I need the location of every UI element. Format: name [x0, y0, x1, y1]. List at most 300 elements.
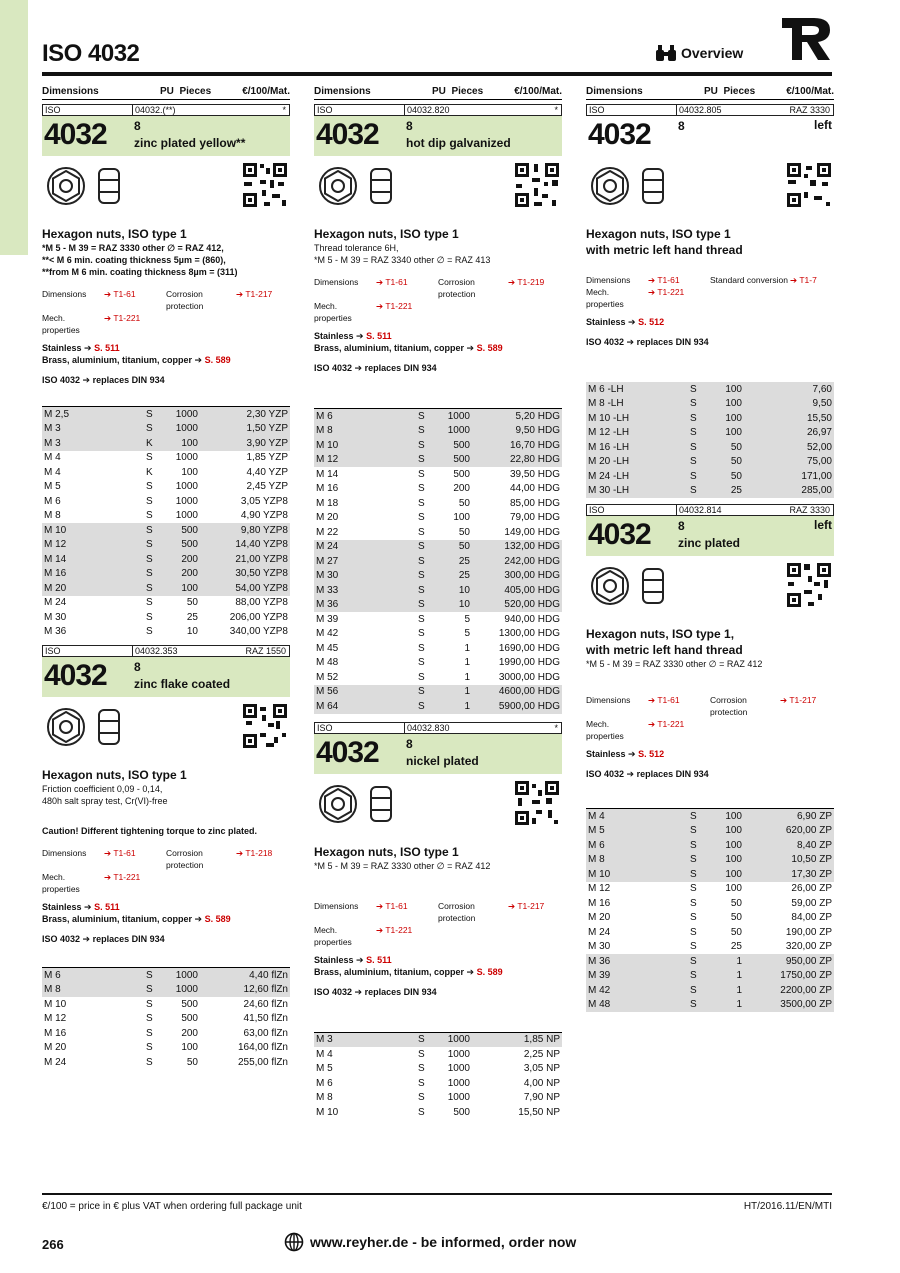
size-cell: M 24 — [316, 541, 339, 553]
pu-cell: S — [690, 427, 697, 439]
binoculars-icon — [655, 44, 677, 62]
price-cell: 5900,00 HDG — [498, 700, 560, 712]
table-row[interactable] — [586, 983, 834, 998]
article-code[interactable]: 04032.805 — [679, 105, 722, 115]
page-title: ISO 4032 — [42, 40, 140, 67]
stainless-link[interactable]: S. 512 — [638, 749, 665, 759]
size-cell: M 6 — [316, 410, 333, 422]
size-cell: M 4 — [44, 466, 61, 478]
stainless-link[interactable]: S. 511 — [366, 954, 392, 965]
stainless-link[interactable]: S. 511 — [366, 331, 392, 341]
table-row[interactable] — [42, 610, 290, 625]
pu-cell: S — [146, 626, 153, 638]
price-cell: 1690,00 HDG — [498, 642, 560, 654]
table-row[interactable] — [586, 940, 834, 955]
price-cell: 41,50 flZn — [243, 1013, 288, 1025]
pu-cell: S — [418, 541, 425, 553]
pieces-cell: 100 — [725, 398, 742, 410]
table-row[interactable] — [42, 422, 290, 437]
pieces-cell: 500 — [453, 439, 470, 451]
price-cell: 14,40 YZP8 — [235, 539, 288, 551]
pieces-cell: 25 — [186, 611, 198, 623]
price-cell: 242,00 HDG — [504, 555, 560, 567]
table-row[interactable] — [586, 867, 834, 882]
pu-cell: S — [418, 1106, 425, 1118]
table-row[interactable] — [42, 1055, 290, 1070]
pieces-cell: 1000 — [175, 423, 198, 435]
price-cell: 285,00 — [801, 485, 832, 497]
table-row[interactable] — [314, 1091, 562, 1106]
size-cell: M 6 — [44, 495, 61, 507]
table-row[interactable] — [586, 954, 834, 969]
pieces-cell: 1000 — [447, 1063, 470, 1075]
table-row[interactable] — [42, 968, 290, 983]
table-row[interactable] — [42, 480, 290, 495]
size-cell: M 20 — [316, 512, 339, 524]
size-cell: M 3 — [44, 423, 61, 435]
pu-cell: S — [146, 539, 153, 551]
pu-cell: K — [146, 466, 153, 478]
pu-cell: S — [418, 512, 425, 524]
table-row[interactable] — [314, 612, 562, 627]
table-row[interactable] — [42, 451, 290, 466]
hex-nut-icon — [316, 166, 396, 206]
price-cell: 4,40 YZP — [246, 466, 288, 478]
pieces-cell: 500 — [181, 524, 198, 536]
article-id-row: ISO 04032.(**) * — [42, 104, 290, 116]
size-cell: M 52 — [316, 671, 339, 683]
table-row[interactable] — [586, 411, 834, 426]
price-cell: 3500,00 ZP — [780, 999, 832, 1011]
table-row[interactable] — [586, 809, 834, 824]
pieces-cell: 100 — [725, 883, 742, 895]
table-row[interactable] — [586, 882, 834, 897]
price-cell: 7,60 — [812, 383, 832, 395]
table-row[interactable] — [586, 896, 834, 911]
price-cell: 1750,00 ZP — [780, 970, 832, 982]
size-cell: M 36 — [316, 599, 339, 611]
article-code[interactable]: 04032.830 — [407, 722, 450, 733]
price-cell: 10,50 ZP — [791, 854, 832, 866]
table-row[interactable] — [314, 685, 562, 700]
price-cell: 1300,00 HDG — [498, 628, 560, 640]
stainless-link[interactable]: S. 512 — [638, 317, 665, 327]
product-title: Hexagon nuts, ISO type 1 — [314, 227, 459, 241]
pieces-cell: 10 — [458, 584, 470, 596]
table-row[interactable] — [314, 598, 562, 613]
pu-cell: S — [690, 926, 697, 938]
pu-cell: S — [418, 657, 425, 669]
pu-cell: S — [690, 456, 697, 468]
qr-code-icon[interactable] — [242, 162, 288, 208]
table-row[interactable] — [314, 569, 562, 584]
pieces-cell: 10 — [186, 626, 198, 638]
pu-cell: S — [690, 883, 697, 895]
price-cell: 85,00 HDG — [509, 497, 560, 509]
price-cell: 255,00 flZn — [237, 1056, 288, 1068]
pieces-cell: 100 — [725, 839, 742, 851]
size-cell: M 24 -LH — [588, 470, 630, 482]
price-cell: 3,05 NP — [523, 1063, 560, 1075]
size-cell: M 24 — [588, 926, 611, 938]
qr-code-icon[interactable] — [786, 162, 832, 208]
pu-cell: S — [418, 526, 425, 538]
footer-code: HT/2016.11/EN/MTI — [743, 1201, 832, 1212]
pieces-cell: 5 — [464, 628, 470, 640]
pieces-cell: 500 — [453, 454, 470, 466]
price-cell: 4,40 flZn — [249, 969, 288, 981]
size-cell: M 12 — [316, 454, 339, 466]
pu-cell: S — [146, 423, 153, 435]
price-cell: 9,50 HDG — [515, 425, 560, 437]
materials-link[interactable]: S. 589 — [476, 343, 503, 353]
product-title: Hexagon nuts, ISO type 1 — [586, 227, 731, 241]
size-cell: M 5 — [316, 1063, 333, 1075]
column-2 — [314, 84, 562, 1120]
pieces-cell: 25 — [730, 941, 742, 953]
table-row[interactable] — [586, 426, 834, 441]
table-row[interactable] — [314, 583, 562, 598]
pieces-cell: 500 — [453, 468, 470, 480]
pu-cell: S — [690, 825, 697, 837]
size-cell: M 5 — [44, 481, 61, 493]
table-row[interactable] — [42, 523, 290, 538]
table-row[interactable] — [314, 554, 562, 569]
price-cell: 1,50 YZP — [246, 423, 288, 435]
pu-cell: S — [418, 439, 425, 451]
size-cell: M 36 — [44, 626, 67, 638]
pieces-cell: 1 — [464, 700, 470, 712]
pieces-cell: 50 — [458, 497, 470, 509]
table-row[interactable] — [314, 482, 562, 497]
column-header: Dimensions PU Pieces €/100/Mat. — [314, 84, 562, 100]
pieces-cell: 50 — [730, 441, 742, 453]
pieces-cell: 200 — [181, 553, 198, 565]
price-cell: 63,00 flZn — [243, 1027, 288, 1039]
price-cell: 79,00 HDG — [509, 512, 560, 524]
pieces-cell: 1 — [736, 955, 742, 967]
table-row[interactable] — [314, 525, 562, 540]
pu-cell: S — [146, 408, 153, 420]
product-banner: 4032 8 zinc flake coated — [42, 657, 290, 697]
pu-cell: S — [418, 555, 425, 567]
website-label: www.reyher.de - be informed, order now — [310, 1234, 577, 1250]
table-row[interactable] — [314, 540, 562, 555]
size-cell: M 42 — [316, 628, 339, 640]
size-cell: M 12 -LH — [588, 427, 630, 439]
pu-cell: S — [418, 671, 425, 683]
table-row[interactable] — [586, 484, 834, 499]
table-row[interactable] — [314, 409, 562, 424]
table-row[interactable] — [314, 467, 562, 482]
price-cell: 340,00 YZP8 — [229, 626, 288, 638]
pieces-cell: 1000 — [447, 1034, 470, 1046]
article-code[interactable]: 04032.814 — [679, 505, 722, 515]
caution-note: Caution! Different tightening torque to zinc plated. — [42, 826, 257, 836]
pu-cell: S — [690, 999, 697, 1011]
pieces-cell: 1000 — [447, 1092, 470, 1104]
pu-cell: S — [146, 984, 153, 996]
hex-nut-icon — [44, 707, 124, 747]
size-cell: M 30 -LH — [588, 485, 630, 497]
table-row[interactable] — [42, 596, 290, 611]
product-block-yellow: ISO 04032.(**) * 4032 8 zinc plated yellow** Hexagon nuts, ISO type 1 *M 5 - M 39 = RAZ 3330 other ∅ = RAZ 412, **< M 6 min. coating thickness 5µm = (860), **from M 6 min. coating thickness 8µm = (311) Dimensions ➔ T1-61 Corrosion protection ➔ T1-217 Mech. properties ➔ T1-221 Stainless ➔ S. 511 Brass, aluminium, titanium, copper ➔ S. 589 ISO 4032 ➔ replaces DIN 934 M 2,5 S 1000 2,30 YZP M 3 S 1000 1,50 YZP M 3 K 100 3,90 YZP M 4 S 1000 1,85 YZP M 4 K 100 4,40 YZP M 5 S 1000 2,45 YZP M 6 S 1000 3,05 YZP8 M 8 S 1000 4,90 YZP8 M 10 S 500 9,80 YZP8 M 12 S 500 14,40 YZP8 M 14 S 200 21,00 YZP8 M 16 S 200 30,50 YZP8 M 20 S 100 54,00 YZP8 M 24 S 50 88,00 YZP8 M 30 S 25 206,00 YZP8 M 36 S 10 340,00 YZP8 — [42, 105, 288, 638]
table-row[interactable] — [42, 1041, 290, 1056]
table-row[interactable] — [586, 455, 834, 470]
pieces-cell: 1000 — [175, 408, 198, 420]
pieces-cell: 100 — [725, 854, 742, 866]
pu-cell: S — [418, 686, 425, 698]
pu-cell: S — [146, 553, 153, 565]
price-cell: 59,00 ZP — [791, 897, 832, 909]
table-row[interactable] — [314, 641, 562, 656]
hex-nut-icon — [44, 166, 124, 206]
table-row[interactable] — [42, 538, 290, 553]
pu-cell: S — [690, 383, 697, 395]
pu-cell: S — [418, 1034, 425, 1046]
table-row[interactable] — [314, 453, 562, 468]
product-banner: 4032 8 nickel plated — [314, 734, 562, 774]
table-row[interactable] — [586, 382, 834, 397]
product-title: Hexagon nuts, ISO type 1 — [42, 768, 187, 782]
qr-code-icon[interactable] — [786, 562, 832, 608]
price-cell: 950,00 ZP — [785, 955, 832, 967]
pu-cell: S — [146, 597, 153, 609]
product-banner: 4032 8 left — [586, 116, 834, 156]
table-row[interactable] — [314, 496, 562, 511]
table-row[interactable] — [586, 998, 834, 1013]
table-row[interactable] — [314, 670, 562, 685]
overview-link[interactable] — [655, 44, 743, 62]
price-cell: 1,85 NP — [523, 1034, 560, 1046]
article-id-row: ISO 04032.814 RAZ 3330 — [586, 504, 834, 516]
header-rule — [42, 72, 832, 76]
article-code[interactable]: 04032.(**) — [135, 105, 176, 115]
price-cell: 75,00 — [806, 456, 832, 468]
size-cell: M 30 — [44, 611, 67, 623]
globe-icon — [284, 1232, 304, 1252]
table-row[interactable] — [314, 699, 562, 714]
table-row[interactable] — [586, 838, 834, 853]
table-row[interactable] — [42, 436, 290, 451]
table-row[interactable] — [42, 407, 290, 422]
table-row[interactable] — [42, 567, 290, 582]
size-cell: M 42 — [588, 984, 611, 996]
pu-cell: S — [146, 969, 153, 981]
product-title: Hexagon nuts, ISO type 1 — [42, 227, 187, 241]
table-row[interactable] — [42, 983, 290, 998]
qr-code-icon[interactable] — [514, 162, 560, 208]
pieces-cell: 100 — [181, 582, 198, 594]
pu-cell: S — [146, 1056, 153, 1068]
price-table — [42, 967, 290, 1070]
pu-cell: S — [418, 584, 425, 596]
pieces-cell: 500 — [181, 539, 198, 551]
size-cell: M 2,5 — [44, 408, 70, 420]
pu-cell: S — [146, 524, 153, 536]
pieces-cell: 1000 — [447, 410, 470, 422]
table-row[interactable] — [314, 424, 562, 439]
table-row[interactable] — [586, 853, 834, 868]
price-cell: 12,60 flZn — [243, 984, 288, 996]
table-row[interactable] — [586, 925, 834, 940]
pu-cell: S — [690, 412, 697, 424]
pu-cell: S — [690, 897, 697, 909]
pieces-cell: 50 — [730, 470, 742, 482]
table-row[interactable] — [586, 824, 834, 839]
pieces-cell: 1000 — [175, 969, 198, 981]
pieces-cell: 100 — [181, 1042, 198, 1054]
product-banner: 4032 8 zinc plated yellow** — [42, 116, 290, 156]
pu-cell: S — [690, 868, 697, 880]
side-tab — [0, 0, 28, 255]
pieces-cell: 1 — [736, 970, 742, 982]
table-row[interactable] — [42, 494, 290, 509]
hex-nut-icon — [588, 166, 668, 206]
price-cell: 17,30 ZP — [791, 868, 832, 880]
size-cell: M 8 — [44, 510, 61, 522]
qr-code-icon[interactable] — [242, 703, 288, 749]
article-code[interactable]: 04032.353 — [135, 646, 178, 656]
table-row[interactable] — [314, 1033, 562, 1048]
table-row[interactable] — [586, 469, 834, 484]
reference-links: Dimensions ➔ T1-61 Corrosion protection ➔ T1-219 Mech. properties ➔ T1-221 — [314, 277, 545, 323]
pu-cell: S — [146, 452, 153, 464]
qr-code-icon[interactable] — [514, 780, 560, 826]
column-header: Dimensions PU Pieces €/100/Mat. — [42, 84, 290, 100]
table-row[interactable] — [42, 581, 290, 596]
footer-note: €/100 = price in € plus VAT when ordering full package unit — [42, 1201, 302, 1212]
pu-cell: S — [146, 611, 153, 623]
pu-cell: S — [418, 1077, 425, 1089]
page-number: 266 — [42, 1237, 64, 1252]
price-cell: 84,00 ZP — [791, 912, 832, 924]
hex-nut-icon — [316, 784, 396, 824]
pu-cell: S — [146, 998, 153, 1010]
size-cell: M 39 — [316, 613, 339, 625]
price-cell: 44,00 HDG — [509, 483, 560, 495]
size-cell: M 10 — [588, 868, 611, 880]
column-1 — [42, 84, 290, 1070]
stainless-link[interactable]: S. 511 — [94, 343, 120, 353]
price-cell: 4,90 YZP8 — [240, 510, 288, 522]
size-cell: M 10 -LH — [588, 412, 630, 424]
pieces-cell: 1000 — [175, 495, 198, 507]
pieces-cell: 1000 — [447, 1048, 470, 1060]
pieces-cell: 50 — [458, 526, 470, 538]
pu-cell: S — [418, 700, 425, 712]
table-row[interactable] — [42, 997, 290, 1012]
materials-link[interactable]: S. 589 — [204, 355, 231, 365]
size-cell: M 8 — [588, 854, 605, 866]
table-row[interactable] — [586, 440, 834, 455]
pieces-cell: 50 — [458, 541, 470, 553]
size-cell: M 20 — [588, 912, 611, 924]
table-row[interactable] — [314, 656, 562, 671]
price-cell: 30,50 YZP8 — [235, 568, 288, 580]
pu-cell: S — [690, 854, 697, 866]
size-cell: M 8 — [316, 425, 333, 437]
size-cell: M 6 -LH — [588, 383, 624, 395]
pieces-cell: 5 — [464, 613, 470, 625]
price-cell: 3000,00 HDG — [498, 671, 560, 683]
pieces-cell: 50 — [186, 1056, 198, 1068]
table-row[interactable] — [314, 1047, 562, 1062]
pieces-cell: 50 — [730, 926, 742, 938]
pu-cell: S — [146, 495, 153, 507]
price-cell: 5,20 HDG — [515, 410, 560, 422]
table-row[interactable] — [314, 627, 562, 642]
pu-cell: S — [690, 970, 697, 982]
table-row[interactable] — [586, 969, 834, 984]
size-cell: M 3 — [316, 1034, 333, 1046]
pu-cell: S — [690, 955, 697, 967]
table-row[interactable] — [42, 552, 290, 567]
table-row[interactable] — [314, 1076, 562, 1091]
pu-cell: S — [690, 912, 697, 924]
materials-link[interactable]: S. 589 — [204, 914, 231, 924]
price-table — [586, 808, 834, 1012]
pu-cell: S — [418, 570, 425, 582]
pu-cell: S — [146, 510, 153, 522]
size-cell: M 12 — [44, 539, 67, 551]
price-cell: 3,05 YZP8 — [240, 495, 288, 507]
reference-links: Dimensions ➔ T1-61 Standard conversion ➔ T1-7 Mech. properties ➔ T1-221 — [586, 275, 817, 309]
size-cell: M 27 — [316, 555, 339, 567]
price-cell: 15,50 NP — [518, 1106, 560, 1118]
product-block-left-hand-zinc: ISO 04032.814 RAZ 3330 4032 8 zinc plated left Hexagon nuts, ISO type 1, with metric left hand thread *M 5 - M 39 = RAZ 3330 other ∅ = RAZ 412 Dimensions ➔ T1-61 Corrosion protection ➔ T1-217 Mech. properties ➔ T1-221 Stainless ➔ S. 512 ISO 4032 ➔ replaces DIN 934 M 4 S 100 6,90 ZP M 5 S 100 620,00 ZP M 6 S 100 8,40 ZP M 8 S 100 10,50 ZP M 10 S 100 17,30 ZP M 12 S 100 26,00 ZP M 16 S 50 59,00 ZP M 20 S 50 84,00 ZP M 24 S 50 190,00 ZP M 30 S 25 320,00 ZP M 36 S 1 950,00 ZP M 39 S 1 1750,00 ZP M 42 S 1 2200,00 ZP M 48 S 1 3500,00 ZP — [586, 505, 832, 1011]
size-cell: M 16 — [44, 568, 67, 580]
price-cell: 620,00 ZP — [785, 825, 832, 837]
table-row[interactable] — [314, 1062, 562, 1077]
table-row[interactable] — [314, 511, 562, 526]
pieces-cell: 10 — [458, 599, 470, 611]
table-row[interactable] — [42, 1026, 290, 1041]
website-link[interactable] — [284, 1232, 576, 1252]
size-cell: M 4 — [316, 1048, 333, 1060]
stainless-link[interactable]: S. 511 — [94, 902, 120, 912]
price-cell: 6,90 ZP — [796, 810, 832, 822]
table-row[interactable] — [586, 397, 834, 412]
table-row[interactable] — [42, 1012, 290, 1027]
size-cell: M 16 -LH — [588, 441, 630, 453]
table-row[interactable] — [42, 509, 290, 524]
size-cell: M 45 — [316, 642, 339, 654]
price-cell: 88,00 YZP8 — [235, 597, 288, 609]
price-cell: 4,00 NP — [523, 1077, 560, 1089]
price-cell: 2,30 YZP — [246, 408, 288, 420]
table-row[interactable] — [314, 438, 562, 453]
pu-cell: S — [690, 810, 697, 822]
table-row[interactable] — [586, 911, 834, 926]
table-row[interactable] — [42, 625, 290, 640]
article-id-row: ISO 04032.830 * — [314, 722, 562, 734]
pieces-cell: 1000 — [175, 984, 198, 996]
size-cell: M 8 — [316, 1092, 333, 1104]
table-row[interactable] — [314, 1105, 562, 1120]
size-cell: M 4 — [44, 452, 61, 464]
table-row[interactable] — [42, 465, 290, 480]
pieces-cell: 1000 — [447, 425, 470, 437]
size-cell: M 22 — [316, 526, 339, 538]
article-code[interactable]: 04032.820 — [407, 105, 450, 115]
product-block-left-hand: ISO 04032.805 RAZ 3330 4032 8 left Hexagon nuts, ISO type 1 with metric left hand thread Dimensions ➔ T1-61 Standard conversion ➔ T1-7 Mech. properties ➔ T1-221 Stainless ➔ S. 512 ISO 4032 ➔ replaces DIN 934 M 6 -LH S 100 7,60 M 8 -LH S 100 9,50 M 10 -LH S 100 15,50 M 12 -LH S 100 26,97 M 16 -LH S 50 52,00 M 20 -LH S 50 75,00 M 24 -LH S 50 171,00 M 30 -LH S 25 285,00 — [586, 105, 832, 497]
materials-link[interactable]: S. 589 — [476, 966, 503, 977]
pu-cell: S — [418, 628, 425, 640]
pu-cell: S — [418, 410, 425, 422]
size-cell: M 5 — [588, 825, 605, 837]
pu-cell: S — [146, 1013, 153, 1025]
